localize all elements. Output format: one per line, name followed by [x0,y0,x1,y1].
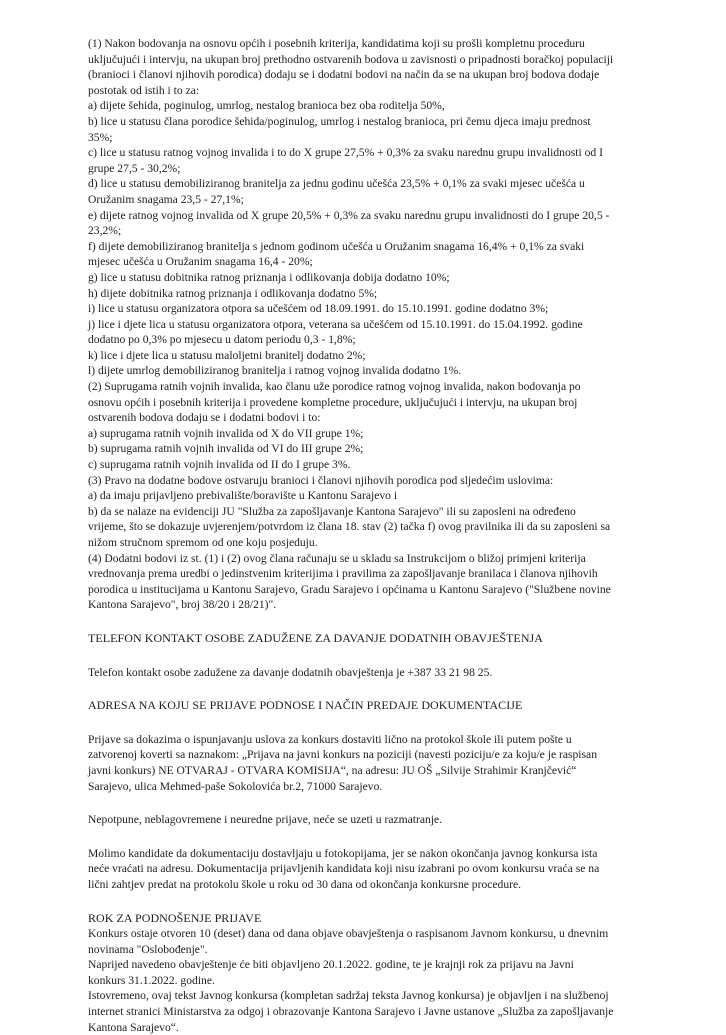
text-line: zatvorenoj koverti sa naznakom: „Prijava na javni konkurs na poziciji (navesti poziciju/e za koju/e je raspisan [88,748,597,762]
address-paragraph [88,732,658,794]
text-line: Naprijed navedeno obavještenje će biti objavljeno 20.1.2022. godine, te je krajnji rok za prijavu na Javni [88,958,574,972]
text-line: Oružanim snagama 23,5 - 27,1%; [88,192,244,206]
text-line: c) lice u statusu ratnog vojnog invalida i to do X grupe 27,5% + 0,3% za svaku narednu grupu invalidnosti od I [88,146,603,160]
text-line: d) lice u statusu demobiliziranog branitelja za jednu godinu učešća 23,5% + 0,1% za svaki mjesec učešća u [88,177,585,191]
text-line: f) dijete demobiliziranog branitelja s jednom godinom učešća u Oružanim snagama 16,4% + 0,1% za svaki [88,239,585,253]
text-line: lični zahtjev predat na protokolu škole u roku od 30 dana od okončanja konkursne procedure. [88,877,522,891]
text-line: b) suprugama ratnih vojnih invalida od VI do III grupe 2%; [88,442,364,456]
text-line: (1) Nakon bodovanja na osnovu općih i posebnih kriterija, kandidatima koji su prošli kompletnu proceduru [88,37,585,50]
text-line: k) lice i djete lica u statusu maloljetni branitelj dodatno 2%; [88,348,366,362]
text-line: osnovu općih i posebnih kriterija i provedene kompletne procedure, uključujući i intervju, na ukupan broj [88,395,578,409]
text-line: j) lice i djete lica u statusu organizatora otpora, veterana sa učešćem od 15.10.1991. do 15.04.1992. godine [88,317,583,331]
text-line: ostvarenih bodova dodaju se i dodatni bodovi i to: [88,411,321,425]
text-line: postotak od istih i to za: [88,83,200,97]
address-heading: ADRESA NA KOJU SE PRIJAVE PODNOSE I NAČIN PREDAJE DOKUMENTACIJE [88,698,523,713]
text-line: grupe 27,5 - 30,2%; [88,161,181,175]
criteria-section [88,36,658,613]
text-line: i) lice u statusu organizatora otpora sa učešćem od 18.09.1991. do 15.10.1991. godine dodatno 3%; [88,302,549,316]
text-line: Sarajevo, ulica Mehmed-paše Sokolovića br.2, 71000 Sarajevo. [88,779,383,793]
text-line: Kantona Sarajevo", broj 38/20 i 28/21)". [88,598,277,612]
text-line: konkurs 31.1.2022. godine. [88,973,215,987]
incomplete-applications-note: Nepotpune, neblagovremene i neuredne prijave, neće se uzeti u razmatranje. [88,813,443,827]
text-line: h) dijete dobitnika ratnog priznanja i odlikovanja dodatno 5%; [88,286,378,300]
text-line: internet stranici Ministarstva za odgoj i obrazovanje Kantona Sarajevo i Javne ustanove „Služba za zapošljavanje [88,1005,614,1019]
text-line: dodatno po 0,3% po mjesecu u datom periodu 0,3 - 1,8%; [88,333,356,347]
text-line: porodica u institucijama u Kantonu Sarajevo, Gradu Sarajevo i općinama u Kantonu Sarajevo ("Službene novine [88,582,611,596]
text-line: c) suprugama ratnih vojnih invalida od II do I grupe 3%. [88,458,351,472]
text-line: b) da se nalaze na evidenciji JU "Služba za zapošljavanje Kantona Sarajevo" ili su zaposleni na određeno [88,504,576,518]
deadline-paragraph [88,926,658,1035]
text-line: neće vraćati na adresu. Dokumentacija prijavljenih kandidata koji nisu izabrani po ovom konkursu vraća se na [88,862,600,876]
text-line: novinama "Oslobođenje". [88,942,208,956]
text-line: 23,2%; [88,224,122,238]
text-line: Kantona Sarajevo“. [88,1020,179,1034]
text-line: b) lice u statusu člana porodice šehida/poginulog, umrlog i nestalog branioca, pri čemu djeca imaju prednost [88,114,591,128]
text-line: vrednovanja prema uredbi o jedinstvenim kriterijima i pravilima za zapošljavanje branilaca i članova njihovih [88,567,598,581]
contact-phone-text: Telefon kontakt osobe zadužene za davanje dodatnih obavještenja je +387 33 21 98 25. [88,665,493,679]
photocopies-paragraph [88,846,658,893]
text-line: Molimo kandidate da dokumentaciju dostavljaju u fotokopijama, jer se nakon okončanja javnog konkursa ista [88,846,598,860]
text-line: a) da imaju prijavljeno prebivalište/boravište u Kantonu Sarajevo i [88,489,398,503]
contact-heading: TELEFON KONTAKT OSOBE ZADUŽENE ZA DAVANJE DODATNIH OBAVJEŠTENJA [88,630,543,645]
text-line: l) dijete umrlog demobiliziranog branitelja i ratnog vojnog invalida dodatno 1%. [88,364,462,378]
text-line: a) suprugama ratnih vojnih invalida od X do VII grupe 1%; [88,426,364,440]
text-line: (branioci i članovi njihovih porodica) dodaju se i dodatni bodovi na način da se na ukupan broj bodova dodaje [88,68,600,82]
text-line: (4) Dodatni bodovi iz st. (1) i (2) ovog člana računaju se u skladu sa Instrukcijom o bližoj primjeni kriterija [88,551,586,565]
text-line: Konkurs ostaje otvoren 10 (deset) dana od dana objave obavještenja o raspisanom Javnom konkursu, u dnevnim [88,927,609,941]
text-line: (3) Pravo na dodatne bodove ostvaruju branioci i članovi njihovih porodica pod sljedećim uslovima: [88,473,554,487]
text-line: mjesec učešća u Oružanim snagama 16,4 - 20%; [88,255,313,269]
deadline-heading: ROK ZA PODNOŠENJE PRIJAVE [88,910,262,925]
text-line: g) lice u statusu dobitnika ratnog priznanja i odlikovanja dobija dodatno 10%; [88,270,450,284]
text-line: uključujući i intervju, na ukupan broj prethodno ostvarenih bodova u zavisnosti o pripadnosti boračkoj populaciji [88,52,614,66]
text-line: (2) Suprugama ratnih vojnih invalida, kao članu uže porodice ratnog vojnog invalida, nakon bodovanja po [88,380,581,394]
text-line: e) dijete ratnog vojnog invalida od X grupe 20,5% + 0,3% za svaku narednu grupu invalidnosti do I grupe 20,5 - [88,208,610,222]
text-line: a) dijete šehida, poginulog, umrlog, nestalog branioca bez oba roditelja 50%, [88,99,445,113]
text-line: nižom stručnom spremom od one koju posjeduju. [88,536,318,549]
text-line: Istovremeno, ovaj tekst Javnog konkursa (kompletan sadržaj teksta Javnog konkursa) je objavljen i na službenoj [88,989,609,1003]
text-line: vrijeme, što se dokazuje uvjerenjem/potvrdom iz člana 18. stav (2) tačka f) ovog pravilnika ili da su zaposleni sa [88,520,611,534]
text-line: Prijave sa dokazima o ispunjavanju uslova za konkurs dostaviti lično na protokol škole ili putem pošte u [88,732,572,746]
text-line: javni konkurs) NE OTVARAJ - OTVARA KOMISIJA“, na adresu: JU OŠ „Silvije Strahimir Kranjčević“ [88,763,577,777]
text-line: 35%; [88,130,113,144]
